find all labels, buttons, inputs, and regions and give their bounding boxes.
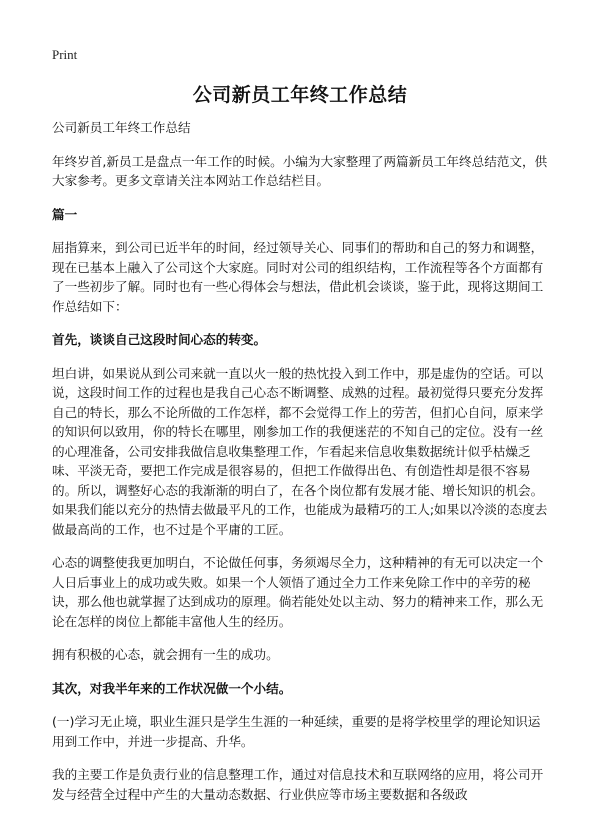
document-title: 公司新员工年终工作总结	[192, 84, 408, 106]
print-link[interactable]: Print	[52, 47, 78, 62]
paragraph-1: 屈指算来，到公司已近半年的时间，经过领导关心、同事们的帮助和自己的努力和调整，现在已基本上融入了公司这个大家庭。同时对公司的组织结构，工作流程等各个方面都有了一些初步了解。同时也有一些心得体会与想法，借此机会谈谈，鉴于此，现将这期间工作总结如下：	[52, 240, 544, 314]
paragraph-5: (一)学习无止境，职业生涯只是学生生涯的一种延续，重要的是将学校里学的理论知识运用到工作中，并进一步提高、升华。	[52, 714, 541, 749]
paragraph-6: 我的主要工作是负责行业的信息整理工作，通过对信息技术和互联网络的应用，将公司开发与经营全过程中产生的大量动态数据、行业供应等市场主要数据和各级政	[52, 767, 544, 802]
paragraph-4: 拥有积极的心态，就会拥有一生的成功。	[52, 647, 279, 662]
paragraph-3: 心态的调整使我更加明白，不论做任何事，务须竭尽全力，这种精神的有无可以决定一个人日后事业上的成功或失败。如果一个人领悟了通过全力工作来免除工作中的辛劳的秘诀，那么他也就掌握了达到成功的原理。倘若能处处以主动、努力的精神来工作，那么无论在怎样的岗位上都能丰富他人生的经历。	[52, 555, 544, 629]
document-body	[52, 118, 550, 818]
heading-1: 首先，谈谈自己这段时间心态的转变。	[52, 332, 267, 347]
section-label: 篇一	[52, 206, 78, 222]
intro-paragraph: 年终岁首,新员工是盘点一年工作的时候。小编为大家整理了两篇新员工年终总结范文，供大家参考。更多文章请关注本网站工作总结栏目。	[52, 153, 548, 188]
heading-2: 其次，对我半年来的工作状况做一个小结。	[52, 680, 292, 696]
document-subtitle: 公司新员工年终工作总结	[52, 120, 191, 135]
paragraph-2: 坦白讲，如果说从到公司来就一直以火一般的热忱投入到工作中，那是虚伪的空话。可以说，这段时间工作的过程也是我自己心态不断调整、成熟的过程。最初觉得只要充分发挥自己的特长，那么不论所做的工作怎样，都不会觉得工作上的劳苦，但扪心自问，原来学的知识何以致用，你的特长在哪里，刚参加工作的我便迷茫的不知自己的定位。没有一丝的心理准备，公司安排我做信息收集整理工作，乍看起来信息收集数据统计似乎枯燥乏味、平淡无奇，要把工作完成是很容易的，但把工作做得出色、有创造性却是很不容易的。所以，调整好心态的我渐渐的明白了，在各个岗位都有发展才能、增长知识的机会。如果我们能以充分的热情去做最平凡的工作，也能成为最精巧的工人;如果以冷淡的态度去做最高尚的工作，也不过是个平庸的工匠。	[52, 365, 548, 537]
